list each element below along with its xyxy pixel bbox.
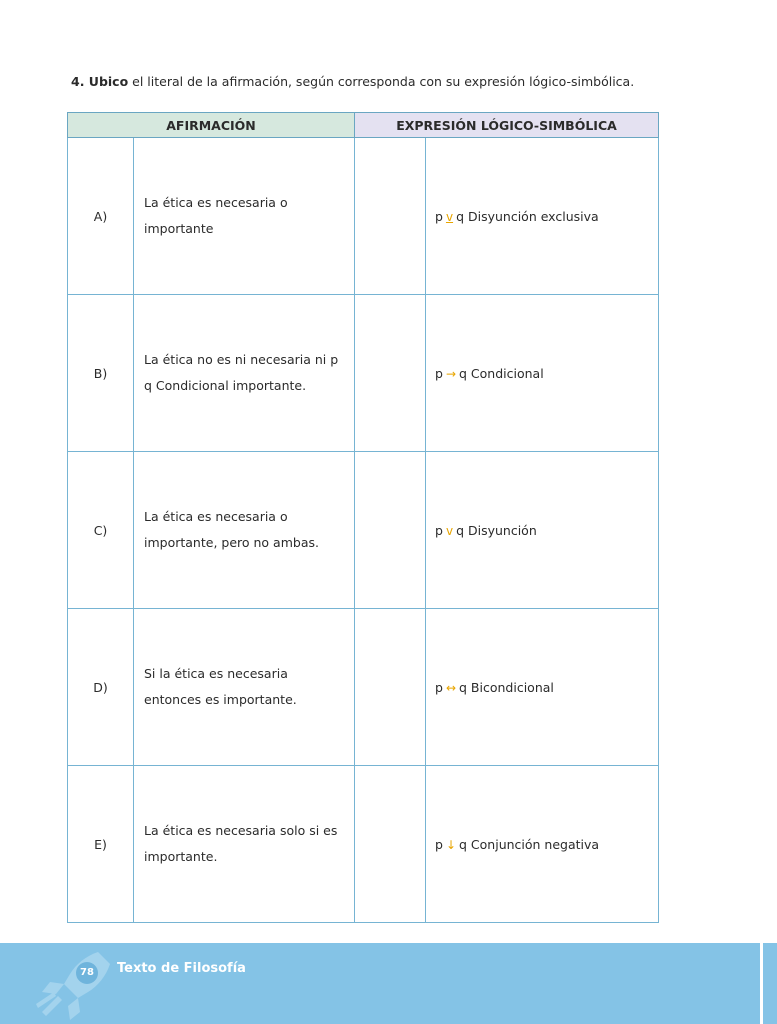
prop-p: p xyxy=(435,836,443,852)
table-row xyxy=(68,766,659,923)
header-afirmacion: AFIRMACIÓN xyxy=(68,113,355,138)
table-row xyxy=(68,452,659,609)
prop-p: p xyxy=(435,208,443,224)
answer-cell[interactable] xyxy=(355,295,426,452)
table-row xyxy=(68,295,659,452)
answer-cell[interactable] xyxy=(355,138,426,295)
statement-cell: La ética es necesaria solo si es importante. xyxy=(134,766,355,923)
prop-p: p xyxy=(435,522,443,538)
expression-cell xyxy=(426,138,659,295)
prop-p: p xyxy=(435,365,443,381)
prop-p: p xyxy=(435,679,443,695)
matching-table xyxy=(67,112,659,923)
row-letter: A) xyxy=(68,138,134,295)
expression-cell xyxy=(426,766,659,923)
xor-symbol: v xyxy=(445,209,454,224)
table-row xyxy=(68,138,659,295)
arrow-right-icon: → xyxy=(445,366,457,381)
page-number: 78 xyxy=(80,967,94,978)
statement-cell: La ética es necesaria o importante xyxy=(134,138,355,295)
header-expresion: EXPRESIÓN LÓGICO-SIMBÓLICA xyxy=(355,113,659,138)
row-letter: D) xyxy=(68,609,134,766)
book-title: Texto de Filosofía xyxy=(117,961,246,976)
arrow-both-icon: ↔ xyxy=(445,680,457,695)
expression-cell xyxy=(426,609,659,766)
statement-cell: La ética es necesaria o importante, pero no ambas. xyxy=(134,452,355,609)
statement-cell: Si la ética es necesaria entonces es importante. xyxy=(134,609,355,766)
answer-cell[interactable] xyxy=(355,452,426,609)
table-row xyxy=(68,609,659,766)
answer-cell[interactable] xyxy=(355,766,426,923)
expression-label: q Bicondicional xyxy=(459,679,554,695)
exercise-number: 4. Ubico xyxy=(71,74,129,89)
statement-cell: La ética no es ni necesaria ni p q Condicional importante. xyxy=(134,295,355,452)
footer-edge xyxy=(763,943,777,1024)
expression-label: q Disyunción xyxy=(456,522,537,538)
expression-label: q Conjunción negativa xyxy=(459,836,600,852)
expression-label: q Condicional xyxy=(459,365,544,381)
expression-label: q Disyunción exclusiva xyxy=(456,208,599,224)
answer-cell[interactable] xyxy=(355,609,426,766)
nor-symbol: ↓ xyxy=(445,837,457,852)
rocket-icon xyxy=(28,948,118,1024)
exercise-text: el literal de la afirmación, según corresponda con su expresión lógico-simbólica. xyxy=(128,74,635,89)
row-letter: E) xyxy=(68,766,134,923)
row-letter: B) xyxy=(68,295,134,452)
or-symbol: v xyxy=(445,523,454,538)
expression-cell xyxy=(426,295,659,452)
expression-cell xyxy=(426,452,659,609)
exercise-instruction xyxy=(71,73,761,91)
row-letter: C) xyxy=(68,452,134,609)
